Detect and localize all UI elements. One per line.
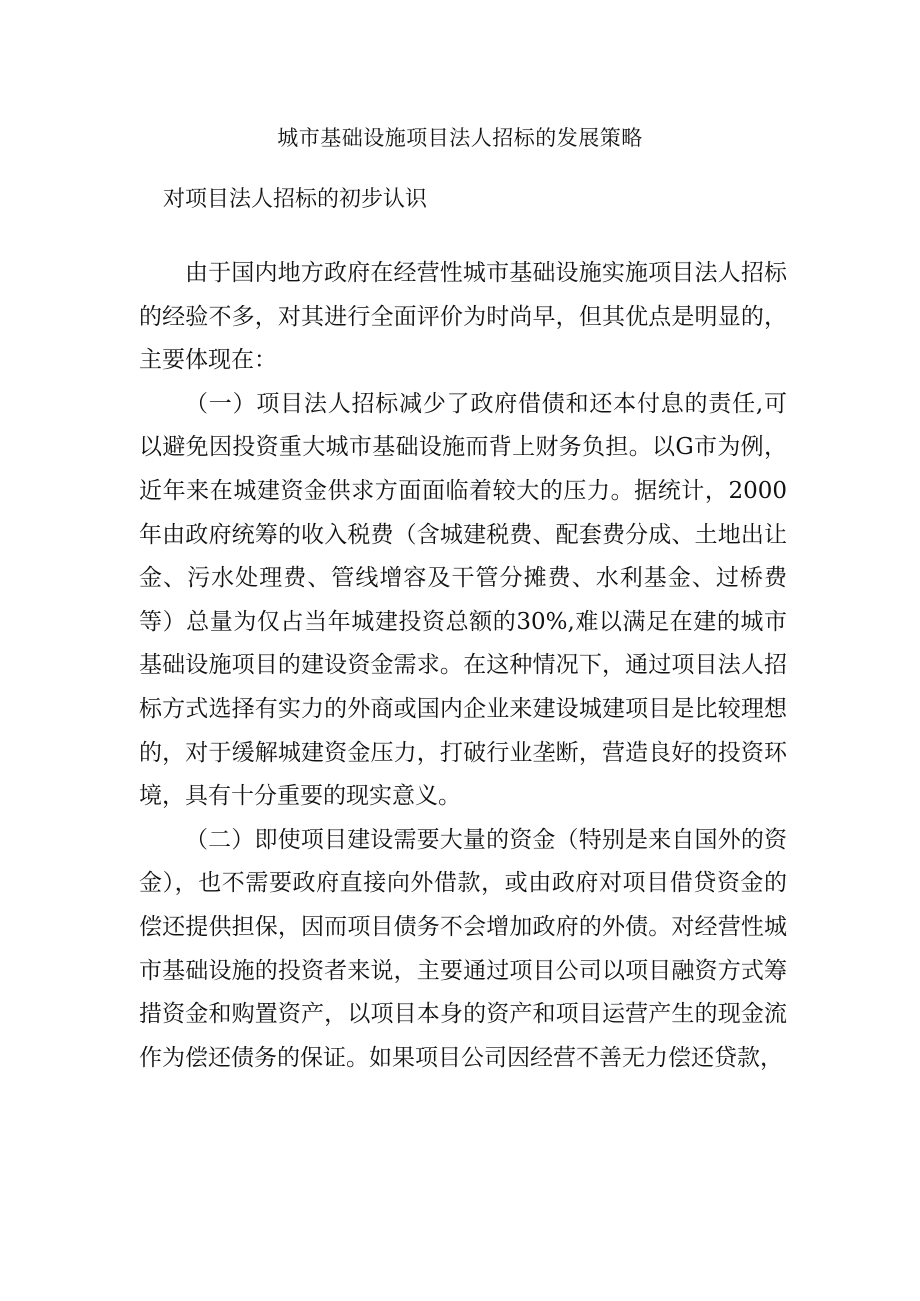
document-body	[139, 252, 787, 1080]
document-title: 城市基础设施项目法人招标的发展策略	[277, 126, 643, 150]
paragraph-intro: 由于国内地方政府在经营性城市基础设施实施项目法人招标的经验不多，对其进行全面评价为时尚早，但其优点是明显的，主要体现在：	[139, 260, 787, 374]
paragraph-point-one: （一）项目法人招标减少了政府借债和还本付息的责任,可以避免因投资重大城市基础设施而背上财务负担。以G市为例，近年来在城建资金供求方面面临着较大的压力。据统计，2000年由政府统筹的收入税费（含城建税费、配套费分成、土地出让金、污水处理费、管线增容及干管分摊费、水利基金、过桥费等）总量为仅占当年城建投资总额的30%,难以满足在建的城市基础设施项目的建设资金需求。在这种情况下，通过项目法人招标方式选择有实力的外商或国内企业来建设城建项目是比较理想的，对于缓解城建资金压力，打破行业垄断，营造良好的投资环境，具有十分重要的现实意义。	[139, 390, 787, 810]
section-heading: 对项目法人招标的初步认识	[163, 187, 428, 212]
paragraph-point-two: （二）即使项目建设需要大量的资金（特别是来自国外的资金），也不需要政府直接向外借款，或由政府对项目借贷资金的偿还提供担保，因而项目债务不会增加政府的外债。对经营性城市基础设施的投资者来说，主要通过项目公司以项目融资方式筹措资金和购置资产，以项目本身的资产和项目运营产生的现金流作为偿还债务的保证。如果项目公司因经营不善无力偿还贷款，	[139, 826, 787, 1071]
